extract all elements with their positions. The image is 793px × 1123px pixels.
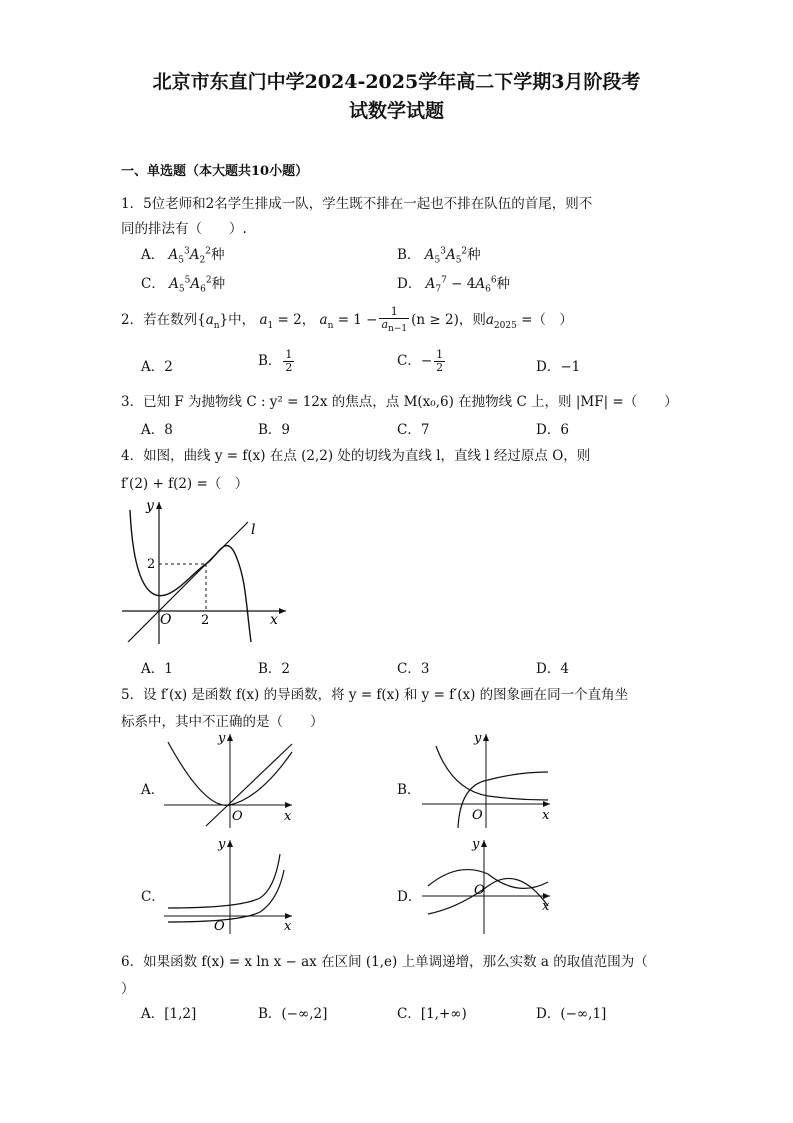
tangent-line-l	[128, 522, 248, 642]
q1-stem-line-2: 同的排法有（ ）.	[121, 221, 247, 237]
q5-graph-c	[160, 836, 300, 936]
x-axis-arrow	[279, 608, 286, 614]
q3-option-a: A．8	[141, 422, 173, 438]
q2-option-d: D．−1	[536, 359, 581, 375]
y-axis-arrow	[156, 502, 162, 509]
q6-option-c: C．[1,+∞)	[397, 1006, 467, 1022]
fig-line-label: l	[251, 522, 256, 538]
q3-option-d: D．6	[536, 422, 569, 438]
q1-stem-line-1: 1．5位老师和2名学生排成一队，学生既不排在一起也不排在队伍的首尾，则不	[121, 196, 593, 212]
line-a-2	[206, 744, 292, 826]
q4-option-d: D．4	[536, 661, 569, 677]
q5-graph-b	[418, 730, 558, 830]
q4-option-c: C．3	[397, 661, 430, 677]
q2-option-b: B． $\frac{1}{2}$	[258, 348, 293, 374]
exam-title-line-2: 试数学试题	[348, 100, 444, 122]
q3-option-c: C．7	[397, 422, 430, 438]
svg-text:O: O	[232, 809, 243, 824]
q5-option-d-label: D．	[397, 889, 422, 905]
exam-title-line-1: 北京市东直门中学2024-2025学年高二下学期3月阶段考	[152, 71, 641, 93]
q5-option-a-label: A．	[141, 782, 165, 798]
q1-option-a: A． $A_5^3A_2^2$种	[141, 246, 225, 266]
q6-stem-line-1: 6．如果函数 f(x) = x ln x − ax 在区间 (1,e) 上单调递增，那么实数 a 的取值范围为（	[121, 954, 648, 970]
fig-origin: O	[160, 612, 172, 628]
q5-stem-line-1: 5．设 f′(x) 是函数 f(x) 的导函数，将 y = f(x) 和 y = f′(x) 的图象画在同一个直角坐	[121, 687, 629, 703]
fig-tick-x: 2	[201, 613, 210, 628]
fig-y-label: y	[146, 498, 154, 514]
q1-option-c: C． $A_5^5A_6^2$种	[141, 275, 226, 295]
q4-option-b: B．2	[258, 661, 291, 677]
q5-stem-line-2: 标系中，其中不正确的是（ ）	[121, 714, 324, 730]
q1-option-d: D． $A_7^7 - 4A_6^6$种	[397, 275, 511, 295]
svg-text:x: x	[542, 899, 550, 914]
q2-option-c: C．− $\frac{1}{2}$	[397, 348, 444, 374]
q5-graph-d	[418, 836, 558, 936]
q4-option-a: A．1	[141, 661, 173, 677]
q2-stem: 2．若在数列$\{a_n\}$中， $a_1 = 2$， $a_n = 1$ − $\frac{1}{a_{n-1}}$ (n ≥ 2)，则$a_{2025}$ =（ ）	[121, 305, 573, 335]
q3-option-b: B．9	[258, 422, 291, 438]
q3-stem: 3．已知 F 为抛物线 C : y² = 12x 的焦点，点 M(x₀,6) 在抛物线 C 上，则 |MF| =（ ）	[121, 394, 678, 410]
q6-option-a: A．[1,2]	[141, 1006, 197, 1022]
q5-option-b-label: B．	[397, 782, 421, 798]
svg-text:x: x	[542, 808, 550, 823]
section-heading: 一、单选题（本大题共10小题）	[121, 164, 309, 179]
q5-option-c-label: C．	[141, 889, 165, 905]
curve-c-1	[168, 854, 280, 908]
q5-graph-a	[160, 730, 300, 830]
q4-stem-line-2: f′(2) + f(2) =（ ）	[121, 476, 249, 492]
svg-text:y: y	[218, 837, 226, 852]
fig-tick-y: 2	[147, 557, 156, 572]
fig-x-label: x	[270, 612, 278, 628]
q4-figure	[118, 494, 293, 650]
curve-c-2	[168, 870, 284, 922]
svg-text:O: O	[474, 883, 485, 898]
q1-option-b: B． $A_5^3A_5^2$种	[397, 246, 481, 266]
svg-text:x: x	[284, 919, 292, 934]
svg-text:O: O	[472, 808, 483, 823]
svg-text:y: y	[474, 731, 482, 746]
q6-option-d: D．(−∞,1]	[536, 1006, 607, 1022]
q6-option-b: B．(−∞,2]	[258, 1006, 328, 1022]
svg-text:x: x	[284, 809, 292, 824]
q6-stem-line-2: ）	[121, 981, 135, 997]
q2-option-a: A．2	[141, 359, 173, 375]
svg-text:O: O	[214, 919, 225, 934]
q4-stem-line-1: 4．如图，曲线 y = f(x) 在点 (2,2) 处的切线为直线 l，直线 l 经过原点 O，则	[121, 448, 591, 464]
svg-text:y: y	[218, 731, 226, 746]
svg-text:y: y	[472, 837, 480, 852]
